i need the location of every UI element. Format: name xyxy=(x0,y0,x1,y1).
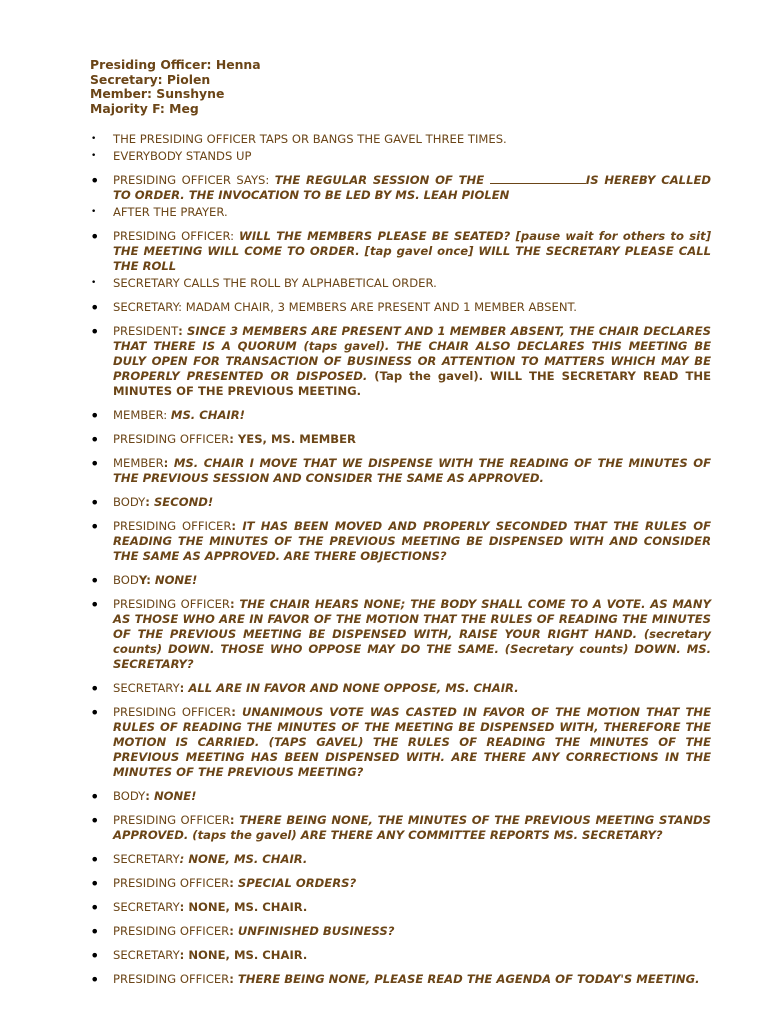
list-item xyxy=(90,787,711,807)
list-item xyxy=(90,406,711,426)
script-text: SECRETARY xyxy=(113,681,180,696)
bullet-icon: • xyxy=(91,134,97,145)
script-text: THE PRESIDING OFFICER TAPS OR BANGS THE GAVEL THREE TIMES. xyxy=(113,132,507,147)
script-text: SINCE 3 MEMBERS ARE PRESENT AND 1 MEMBER ABSENT, THE CHAIR DECLARES THAT THERE IS A QUORUM (taps gavel). THE CHAIR ALSO DECLARES THIS MEETING BE DULY OPEN FOR TRANSACTION OF BUSINESS OR ATTENTION TO MATTERS WHICH MAY BE PROPERLY PRESENTED OR DISPOSED. xyxy=(113,324,711,384)
roles-header xyxy=(90,58,711,116)
script-text: : xyxy=(229,876,238,891)
script-text: AFTER THE PRAYER. xyxy=(113,205,228,220)
list-item xyxy=(90,597,711,672)
list-item xyxy=(90,679,711,699)
script-text: NONE! xyxy=(153,789,197,804)
script-text: MEMBER xyxy=(113,456,164,471)
script-text: THE REGULAR SESSION OF THE xyxy=(274,173,490,188)
bullet-icon: • xyxy=(90,406,100,426)
list-item xyxy=(90,946,711,966)
script-text: PRESIDING OFFICER: xyxy=(113,229,240,244)
script-text: : xyxy=(229,972,238,987)
script-text: BODY xyxy=(113,495,146,510)
bullet-icon: • xyxy=(90,298,100,318)
bullet-icon: • xyxy=(90,171,100,191)
bullet-icon: • xyxy=(90,922,100,942)
list-item xyxy=(90,922,711,942)
script-text: : xyxy=(178,324,188,339)
bullet-icon: • xyxy=(90,874,100,894)
list-item xyxy=(90,850,711,870)
list-item xyxy=(90,874,711,894)
role-presiding-officer: Presiding Officer: Henna xyxy=(90,57,261,72)
script-text: PRESIDING OFFICER xyxy=(113,432,230,447)
script-text: NONE! xyxy=(154,573,198,588)
document-page xyxy=(90,57,712,990)
script-text: IT HAS BEEN MOVED AND PROPERLY SECONDED THAT THE RULES OF READING THE MINUTES OF THE PREVIOUS MEETING BE DISPENSED WITH AND CONSIDER THE SAME AS APPROVED. ARE THERE OBJECTIONS? xyxy=(113,519,711,564)
role-member: Member: Sunshyne xyxy=(90,86,225,102)
role-majority-floor: Majority F: Meg xyxy=(90,100,199,116)
bullet-icon: • xyxy=(90,850,100,870)
list-item xyxy=(90,229,711,274)
script-text: : xyxy=(179,681,189,696)
script-text: SECRETARY xyxy=(113,948,180,963)
bullet-icon: • xyxy=(91,151,97,162)
bullet-icon: • xyxy=(90,679,100,699)
role-secretary: Secretary: Piolen xyxy=(90,71,211,87)
script-text: SECRETARY xyxy=(113,852,180,867)
bullet-icon: • xyxy=(90,946,100,966)
bullet-icon: • xyxy=(90,811,100,831)
bullet-icon: • xyxy=(90,970,100,990)
script-text: PRESIDING OFFICER xyxy=(113,972,230,987)
list-item xyxy=(90,324,711,399)
script-text: THERE BEING NONE, THE MINUTES OF THE PREVIOUS MEETING STANDS APPROVED. (taps the gavel) ARE THERE ANY COMMITTEE REPORTS MS. SECRETARY? xyxy=(113,813,712,843)
script-text: SECRETARY CALLS THE ROLL BY ALPHABETICAL ORDER. xyxy=(113,276,437,291)
script-text: SPECIAL ORDERS? xyxy=(237,876,357,891)
script-text: PRESIDING OFFICER SAYS: xyxy=(113,173,275,188)
list-item xyxy=(90,519,711,564)
script-text: : NONE, MS. CHAIR. xyxy=(179,852,308,867)
list-item xyxy=(90,276,711,291)
script-text: EVERYBODY STANDS UP xyxy=(113,149,252,164)
bullet-icon: • xyxy=(90,493,100,513)
script-text: : xyxy=(145,495,154,510)
script-text: THE CHAIR HEARS NONE; THE BODY SHALL COME TO A VOTE. AS MANY AS THOSE WHO ARE IN FAVOR OF THE MOTION THAT THE RULES OF READING THE MINUTES OF THE PREVIOUS MEETING BE DISPENSED WITH, RAISE YOUR RIGHT HAND. (secretary counts) DOWN. THOSE WHO OPPOSE MAY DO THE SAME. (Secretary counts) DOWN. MS. SECRETARY? xyxy=(113,597,711,672)
script-text: MS. CHAIR I MOVE THAT WE DISPENSE WITH THE READING OF THE MINUTES OF THE PREVIOUS SESSION AND CONSIDER THE SAME AS APPROVED. xyxy=(113,456,711,486)
meeting-script-list xyxy=(90,132,712,990)
script-text: PRESIDING OFFICER xyxy=(113,813,230,828)
list-item xyxy=(90,132,711,147)
list-item xyxy=(90,898,711,918)
bullet-icon: • xyxy=(90,595,100,615)
script-text: ALL ARE IN FAVOR AND NONE OPPOSE, MS. CHAIR. xyxy=(188,681,519,696)
bullet-icon: • xyxy=(90,322,100,342)
bullet-icon: • xyxy=(90,787,100,807)
script-text: : xyxy=(163,456,174,471)
list-item xyxy=(90,970,711,990)
script-text: : xyxy=(145,789,154,804)
script-text: PRESIDING OFFICER xyxy=(113,597,230,612)
script-text: PRESIDING OFFICER xyxy=(113,705,232,720)
script-text: SECRETARY: MADAM CHAIR, 3 MEMBERS ARE PRESENT AND 1 MEMBER ABSENT. xyxy=(113,300,577,315)
list-item xyxy=(90,813,711,843)
script-text: : xyxy=(229,924,238,939)
script-text: IS HEREBY CALLED TO ORDER. THE INVOCATION TO BE LED BY MS. LEAH PIOLEN xyxy=(113,173,711,203)
script-text: : xyxy=(231,519,243,534)
list-item xyxy=(90,571,711,591)
list-item xyxy=(90,205,711,220)
list-item xyxy=(90,430,711,450)
script-text: WILL THE MEMBERS PLEASE BE SEATED? [pause wait for others to sit] THE MEETING WILL COME TO ORDER. [tap gavel once] WILL THE SECRETARY PLEASE CALL THE ROLL xyxy=(113,229,711,274)
script-text: PRESIDING OFFICER xyxy=(113,519,232,534)
bullet-icon: • xyxy=(90,517,100,537)
bullet-icon: • xyxy=(90,898,100,918)
bullet-icon: • xyxy=(91,278,97,289)
script-text: UNFINISHED BUSINESS? xyxy=(237,924,395,939)
script-text: : xyxy=(231,705,242,720)
list-item xyxy=(90,298,711,318)
script-text: MEMBER: xyxy=(113,408,171,423)
script-text: : xyxy=(229,597,240,612)
bullet-icon: • xyxy=(90,703,100,723)
script-text: : xyxy=(229,813,240,828)
script-text: BOD xyxy=(113,573,139,588)
bullet-icon: • xyxy=(91,207,97,218)
bullet-icon: • xyxy=(90,454,100,474)
script-text: BODY xyxy=(113,789,146,804)
bullet-icon: • xyxy=(90,227,100,247)
script-text: PRESIDENT xyxy=(113,324,179,339)
script-text: PRESIDING OFFICER xyxy=(113,924,230,939)
script-text: MS. CHAIR! xyxy=(170,408,245,423)
script-text: : YES, MS. MEMBER xyxy=(229,432,356,447)
bullet-icon: • xyxy=(90,571,100,591)
list-item xyxy=(90,493,711,513)
blank-line xyxy=(490,173,586,184)
script-text: SECRETARY xyxy=(113,900,180,915)
script-text: SECOND! xyxy=(153,495,214,510)
script-text: (Tap the gavel). WILL THE SECRETARY READ THE MINUTES OF THE PREVIOUS MEETING. xyxy=(113,369,711,399)
list-item xyxy=(90,173,711,203)
script-text: : NONE, MS. CHAIR. xyxy=(179,900,308,915)
list-item xyxy=(90,456,711,486)
list-item xyxy=(90,705,711,780)
script-text: THERE BEING NONE, PLEASE READ THE AGENDA OF TODAY'S MEETING. xyxy=(237,972,700,987)
script-text: Y: xyxy=(138,573,155,588)
bullet-icon: • xyxy=(90,430,100,450)
list-item xyxy=(90,149,711,164)
script-text: : NONE, MS. CHAIR. xyxy=(179,948,308,963)
script-text: UNANIMOUS VOTE WAS CASTED IN FAVOR OF THE MOTION THAT THE RULES OF READING THE MINUTES OF THE MEETING BE DISPENSED WITH, THEREFORE THE MOTION IS CARRIED. (TAPS GAVEL) THE RULES OF READING THE MINUTES OF THE PREVIOUS MEETING HAS BEEN DISPENSED WITH. ARE THERE ANY CORRECTIONS IN THE MINUTES OF THE PREVIOUS MEETING? xyxy=(113,705,711,780)
script-text: PRESIDING OFFICER xyxy=(113,876,230,891)
